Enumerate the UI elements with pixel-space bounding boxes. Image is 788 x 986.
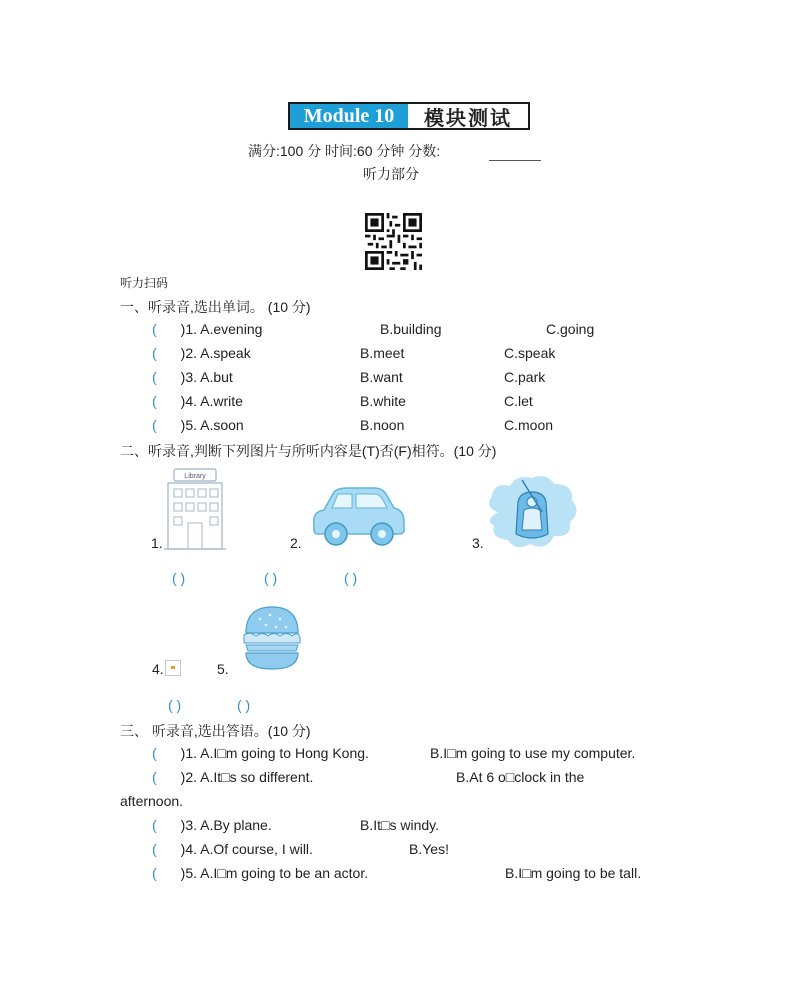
option-b: B.want bbox=[360, 369, 403, 385]
answer-paren[interactable]: ( ) bbox=[237, 697, 251, 713]
option-b: B.white bbox=[360, 393, 406, 409]
answer-paren[interactable]: ( bbox=[152, 769, 157, 785]
option-b: B.noon bbox=[360, 417, 405, 433]
picture-label-1: 1. bbox=[151, 535, 163, 551]
list-item bbox=[152, 369, 233, 385]
module-banner bbox=[288, 102, 530, 130]
option-a: )4. A.write bbox=[180, 393, 243, 409]
answer-paren[interactable]: ( ) bbox=[172, 570, 186, 586]
answer-paren[interactable]: ( bbox=[152, 745, 157, 761]
option-c: C.let bbox=[504, 393, 533, 409]
list-item bbox=[152, 417, 244, 433]
picture-label-3: 3. bbox=[472, 535, 484, 551]
library-sign: Library bbox=[184, 473, 206, 480]
option-b: B.meet bbox=[360, 345, 405, 361]
list-item bbox=[152, 345, 251, 361]
option-b: B.I□m going to use my computer. bbox=[430, 745, 636, 761]
option-b: B.Yes! bbox=[409, 841, 449, 857]
option-b-continued: afternoon. bbox=[120, 793, 184, 809]
option-b: B.At 6 o□clock in the bbox=[456, 769, 585, 785]
hamburger-icon bbox=[242, 603, 302, 671]
score-info: 满分:100 分 时间:60 分钟 分数: bbox=[248, 143, 441, 159]
answer-paren[interactable]: ( bbox=[152, 841, 157, 857]
list-item bbox=[152, 393, 243, 409]
boat-picture-icon bbox=[484, 472, 580, 554]
list-item bbox=[152, 865, 368, 881]
banner-test-label: 模块测试 bbox=[424, 105, 512, 130]
list-item bbox=[152, 769, 313, 785]
option-a: )3. A.but bbox=[180, 369, 233, 385]
score-blank[interactable] bbox=[489, 160, 541, 161]
broken-image-icon bbox=[165, 660, 181, 676]
option-c: C.speak bbox=[504, 345, 556, 361]
part2-title: 二、听录音,判断下列图片与所听内容是(T)否(F)相符。(10 分) bbox=[120, 443, 497, 459]
answer-paren[interactable]: ( bbox=[152, 321, 157, 337]
answer-paren[interactable]: ( bbox=[152, 345, 157, 361]
answer-paren[interactable]: ( bbox=[152, 369, 157, 385]
option-b: B.I□m going to be tall. bbox=[505, 865, 642, 881]
option-a: )2. A.speak bbox=[180, 345, 251, 361]
option-a: )5. A.I□m going to be an actor. bbox=[180, 865, 369, 881]
option-a: )2. A.It□s so different. bbox=[180, 769, 314, 785]
list-item bbox=[152, 841, 313, 857]
answer-paren[interactable]: ( bbox=[152, 817, 157, 833]
list-item bbox=[152, 745, 369, 761]
picture-label-4: 4. bbox=[152, 661, 164, 677]
list-item bbox=[152, 817, 272, 833]
picture-label-2: 2. bbox=[290, 535, 302, 551]
option-a: )4. A.Of course, I will. bbox=[180, 841, 313, 857]
answer-paren[interactable]: ( bbox=[152, 865, 157, 881]
scan-label: 听力扫码 bbox=[120, 276, 169, 290]
answer-paren[interactable]: ( ) bbox=[168, 697, 182, 713]
qr-code-icon[interactable] bbox=[365, 213, 422, 270]
answer-paren[interactable]: ( bbox=[152, 393, 157, 409]
option-a: )3. A.By plane. bbox=[180, 817, 272, 833]
option-c: C.moon bbox=[504, 417, 554, 433]
option-b: B.building bbox=[380, 321, 442, 337]
section-title: 听力部分 bbox=[363, 166, 419, 182]
part3-title: 三、 听录音,选出答语。(10 分) bbox=[120, 723, 311, 739]
option-c: C.park bbox=[504, 369, 546, 385]
option-b: B.It□s windy. bbox=[360, 817, 439, 833]
option-a: )5. A.soon bbox=[180, 417, 244, 433]
option-a: )1. A.evening bbox=[180, 321, 263, 337]
part1-title: 一、听录音,选出单词。 (10 分) bbox=[120, 299, 311, 315]
answer-paren[interactable]: ( ) bbox=[264, 570, 278, 586]
list-item bbox=[152, 321, 262, 337]
car-icon bbox=[308, 484, 408, 548]
option-c: C.going bbox=[546, 321, 595, 337]
option-a: )1. A.I□m going to Hong Kong. bbox=[180, 745, 369, 761]
answer-paren[interactable]: ( ) bbox=[344, 570, 358, 586]
library-building-icon bbox=[164, 467, 226, 551]
answer-paren[interactable]: ( bbox=[152, 417, 157, 433]
picture-label-5: 5. bbox=[217, 661, 229, 677]
banner-module-label: Module 10 bbox=[290, 104, 408, 128]
